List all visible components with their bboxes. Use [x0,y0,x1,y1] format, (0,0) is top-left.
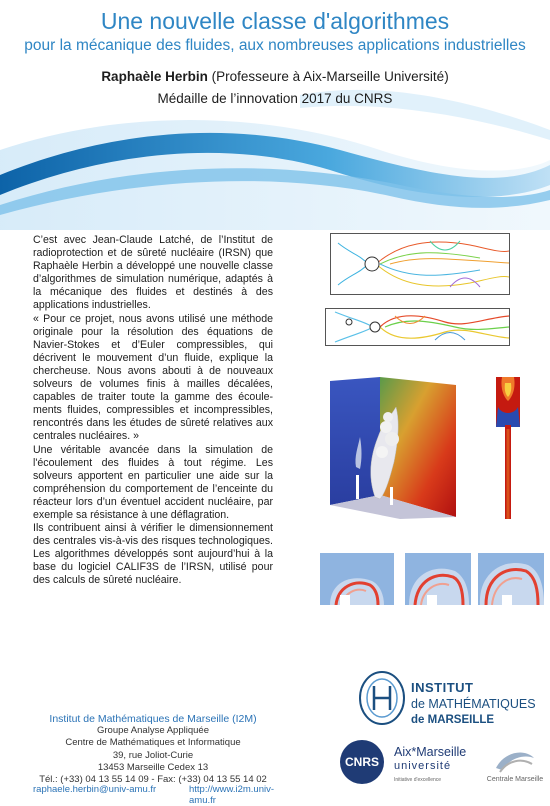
city-address: 13453 Marseille Cedex 13 [97,761,209,773]
institut-line-1: INSTITUT [411,680,474,695]
paragraph-applications: Ils contribuent ainsi à vérifier le dimensionnement des centrales vis-à-vis des risques technologiques. Les algorithmes développés sont aujourd’hui à la base du logiciel CALIF3S de l’IRSN, utilisé pour des calculs de sûreté nucléaire. [33,522,273,587]
institut-wordmark [411,680,536,728]
figure-shock-wave-1 [320,553,394,605]
amu-line-1: Aix*Marseille [394,745,467,759]
figure-shock-wave-3 [478,553,544,605]
centrale-marseille-emblem-icon [494,748,536,774]
institut-logo [358,670,543,730]
figure-vertical-jet [496,377,520,519]
email-link[interactable]: raphaele.herbin@univ-amu.fr [33,784,157,795]
cnrs-logo: CNRS [340,740,384,784]
figure-cylinder-flow-2 [325,308,510,346]
amu-logo [394,745,466,787]
paragraph-intro: C’est avec Jean-Claude Latché, de l’Institut de radioprotection et de sûreté nucléaire (IRSN) que Raphaèle Herbin a développé une nouvelle classe d’algorithmes de simulation numérique, adaptés à la mécanique des fluides et destinés à des applications industrielles. [33,234,273,312]
figure-3d-jet [320,377,458,519]
paragraph-quote: « Pour ce projet, nous avons utilisé une méthode originale pour la résolution des équations de Navier-Stokes et d’Euler compressibles, qui décrivent le mouvement d’un fluide, explique la chercheuse. Nous avons abouti à de nouveaux solveurs de volumes finis à mailles décalées, capables de traiter toute la gamme des écoule-ments fluides, compressibles et incompressibles, rencontrés dans les études de sûreté relatives aux centrales nucléaires. » [33,312,273,443]
figure-shock-wave-2 [405,553,471,605]
medal-line: Médaille de l’innovation 2017 du CNRS [157,91,393,106]
author-line [0,68,550,86]
contact-links [33,784,293,806]
institut-line-3: de MARSEILLE [411,714,495,726]
centre-name: Centre de Mathématiques et Informatique [65,737,241,749]
institut-emblem-icon [358,670,406,726]
amu-line-2: université [394,760,452,772]
page-title: Une nouvelle classe d'algorithmes [100,8,450,34]
page-subtitle: pour la mécanique des fluides, aux nombreuses applications industrielles [24,37,526,54]
article-body [33,234,273,588]
phone-fax: Tél.: (+33) 04 13 55 14 09 - Fax: (+33) 04 13 55 14 02 [39,774,267,786]
centrale-marseille-name: Centrale Marseille [486,776,544,783]
amu-line-3: Initiative d'excellence [394,777,442,783]
website-link[interactable]: http://www.i2m.univ-amu.fr [189,784,274,806]
centrale-marseille-logo [484,748,546,786]
partner-logos [340,740,550,800]
street-address: 39, rue Joliot-Curie [112,749,194,761]
figure-cylinder-flow-1 [330,233,510,295]
group-name: Groupe Analyse Appliquée [97,725,209,737]
institut-line-2: de MATHÉMATIQUES [411,697,536,711]
header [0,8,550,108]
lab-address-block [33,713,273,786]
paragraph-advance: Une véritable avancée dans la simulation de l'écoulement des fluides à tout régime. Les solveurs apportent en particulier une aide sur la compréhension du comportement de l’enceinte du réacteur lors d’un éventuel accident nucléaire, par exemple sa résistance à une déflagration. [33,443,273,521]
lab-name: Institut de Mathématiques de Marseille (I2M) [49,713,257,725]
author-name: Raphaèle Herbin [101,69,208,84]
author-affiliation: (Professeure à Aix-Marseille Université) [211,69,449,84]
